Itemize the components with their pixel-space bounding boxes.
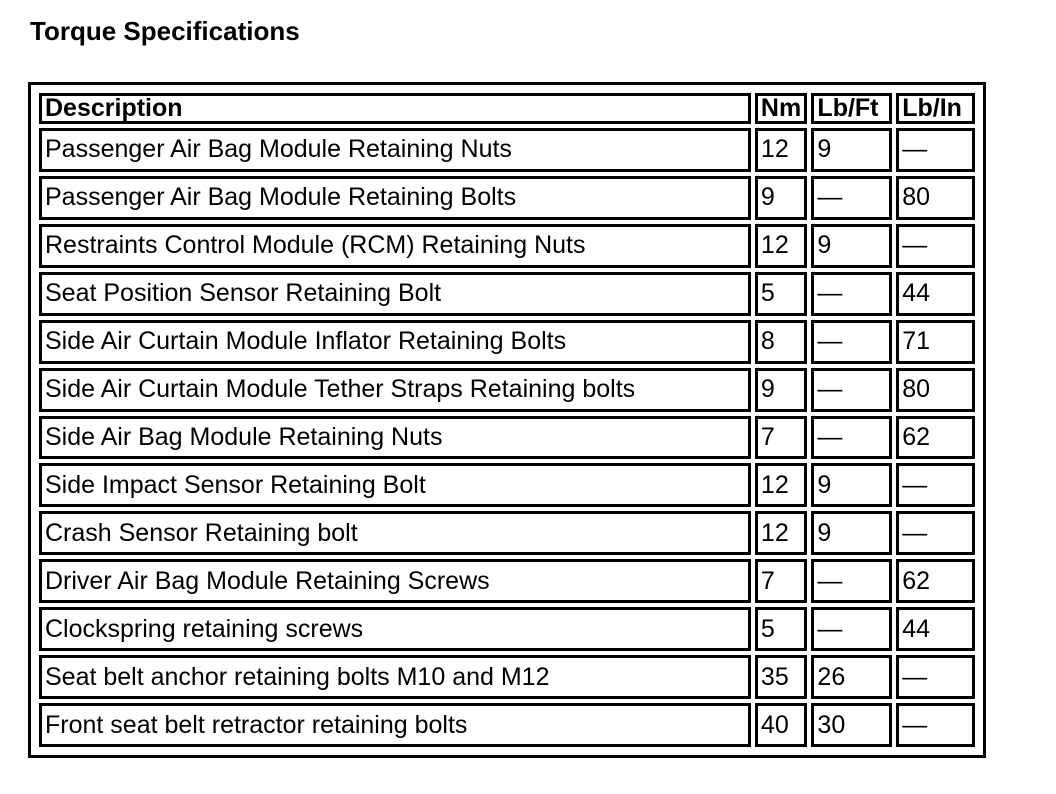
lb-in-cell: 44 (896, 272, 975, 316)
table-row (39, 463, 975, 507)
nm-cell: 7 (755, 559, 808, 603)
lb-in-cell: — (896, 703, 975, 747)
description-cell: Crash Sensor Retaining bolt (39, 511, 751, 555)
lb-ft-cell: — (811, 416, 892, 460)
lb-in-cell: 44 (896, 607, 975, 651)
table-row (39, 368, 975, 412)
lb-in-cell: 62 (896, 416, 975, 460)
lb-in-cell: — (896, 224, 975, 268)
lb-in-cell: — (896, 463, 975, 507)
description-cell: Side Impact Sensor Retaining Bolt (39, 463, 751, 507)
table-header-row (39, 93, 975, 124)
description-cell: Passenger Air Bag Module Retaining Bolts (39, 176, 751, 220)
table-row (39, 416, 975, 460)
nm-cell: 40 (755, 703, 808, 747)
lb-ft-cell: 9 (811, 463, 892, 507)
lb-in-cell: — (896, 655, 975, 699)
lb-ft-cell: — (811, 320, 892, 364)
table-row (39, 128, 975, 172)
lb-in-cell: 80 (896, 176, 975, 220)
nm-cell: 12 (755, 463, 808, 507)
lb-in-cell: 62 (896, 559, 975, 603)
table-row (39, 511, 975, 555)
description-cell: Side Air Bag Module Retaining Nuts (39, 416, 751, 460)
nm-cell: 12 (755, 511, 808, 555)
description-cell: Side Air Curtain Module Inflator Retaining Bolts (39, 320, 751, 364)
lb-ft-cell: — (811, 559, 892, 603)
table-row (39, 703, 975, 747)
table-row (39, 655, 975, 699)
nm-cell: 9 (755, 176, 808, 220)
lb-ft-cell: 9 (811, 511, 892, 555)
lb-ft-cell: — (811, 272, 892, 316)
nm-cell: 5 (755, 272, 808, 316)
description-cell: Front seat belt retractor retaining bolts (39, 703, 751, 747)
nm-cell: 12 (755, 224, 808, 268)
lb-ft-cell: — (811, 607, 892, 651)
description-cell: Side Air Curtain Module Tether Straps Retaining bolts (39, 368, 751, 412)
nm-cell: 9 (755, 368, 808, 412)
header-nm: Nm (755, 93, 808, 124)
lb-ft-cell: — (811, 176, 892, 220)
page-title: Torque Specifications (30, 16, 300, 46)
table-row (39, 559, 975, 603)
description-cell: Seat belt anchor retaining bolts M10 and M12 (39, 655, 751, 699)
lb-ft-cell: 30 (811, 703, 892, 747)
description-cell: Restraints Control Module (RCM) Retaining Nuts (39, 224, 751, 268)
lb-in-cell: — (896, 511, 975, 555)
table-row (39, 607, 975, 651)
lb-ft-cell: 9 (811, 128, 892, 172)
lb-in-cell: — (896, 128, 975, 172)
header-description: Description (39, 93, 751, 124)
lb-in-cell: 71 (896, 320, 975, 364)
nm-cell: 12 (755, 128, 808, 172)
description-cell: Seat Position Sensor Retaining Bolt (39, 272, 751, 316)
header-lb-in: Lb/In (896, 93, 975, 124)
lb-ft-cell: 9 (811, 224, 892, 268)
lb-ft-cell: 26 (811, 655, 892, 699)
table-row (39, 272, 975, 316)
table-row (39, 320, 975, 364)
header-lb-ft: Lb/Ft (811, 93, 892, 124)
nm-cell: 5 (755, 607, 808, 651)
lb-ft-cell: — (811, 368, 892, 412)
torque-spec-table-frame (28, 82, 986, 758)
nm-cell: 35 (755, 655, 808, 699)
nm-cell: 8 (755, 320, 808, 364)
description-cell: Driver Air Bag Module Retaining Screws (39, 559, 751, 603)
table-body (39, 128, 975, 747)
description-cell: Passenger Air Bag Module Retaining Nuts (39, 128, 751, 172)
lb-in-cell: 80 (896, 368, 975, 412)
torque-spec-table (35, 89, 979, 751)
table-row (39, 176, 975, 220)
description-cell: Clockspring retaining screws (39, 607, 751, 651)
nm-cell: 7 (755, 416, 808, 460)
table-row (39, 224, 975, 268)
